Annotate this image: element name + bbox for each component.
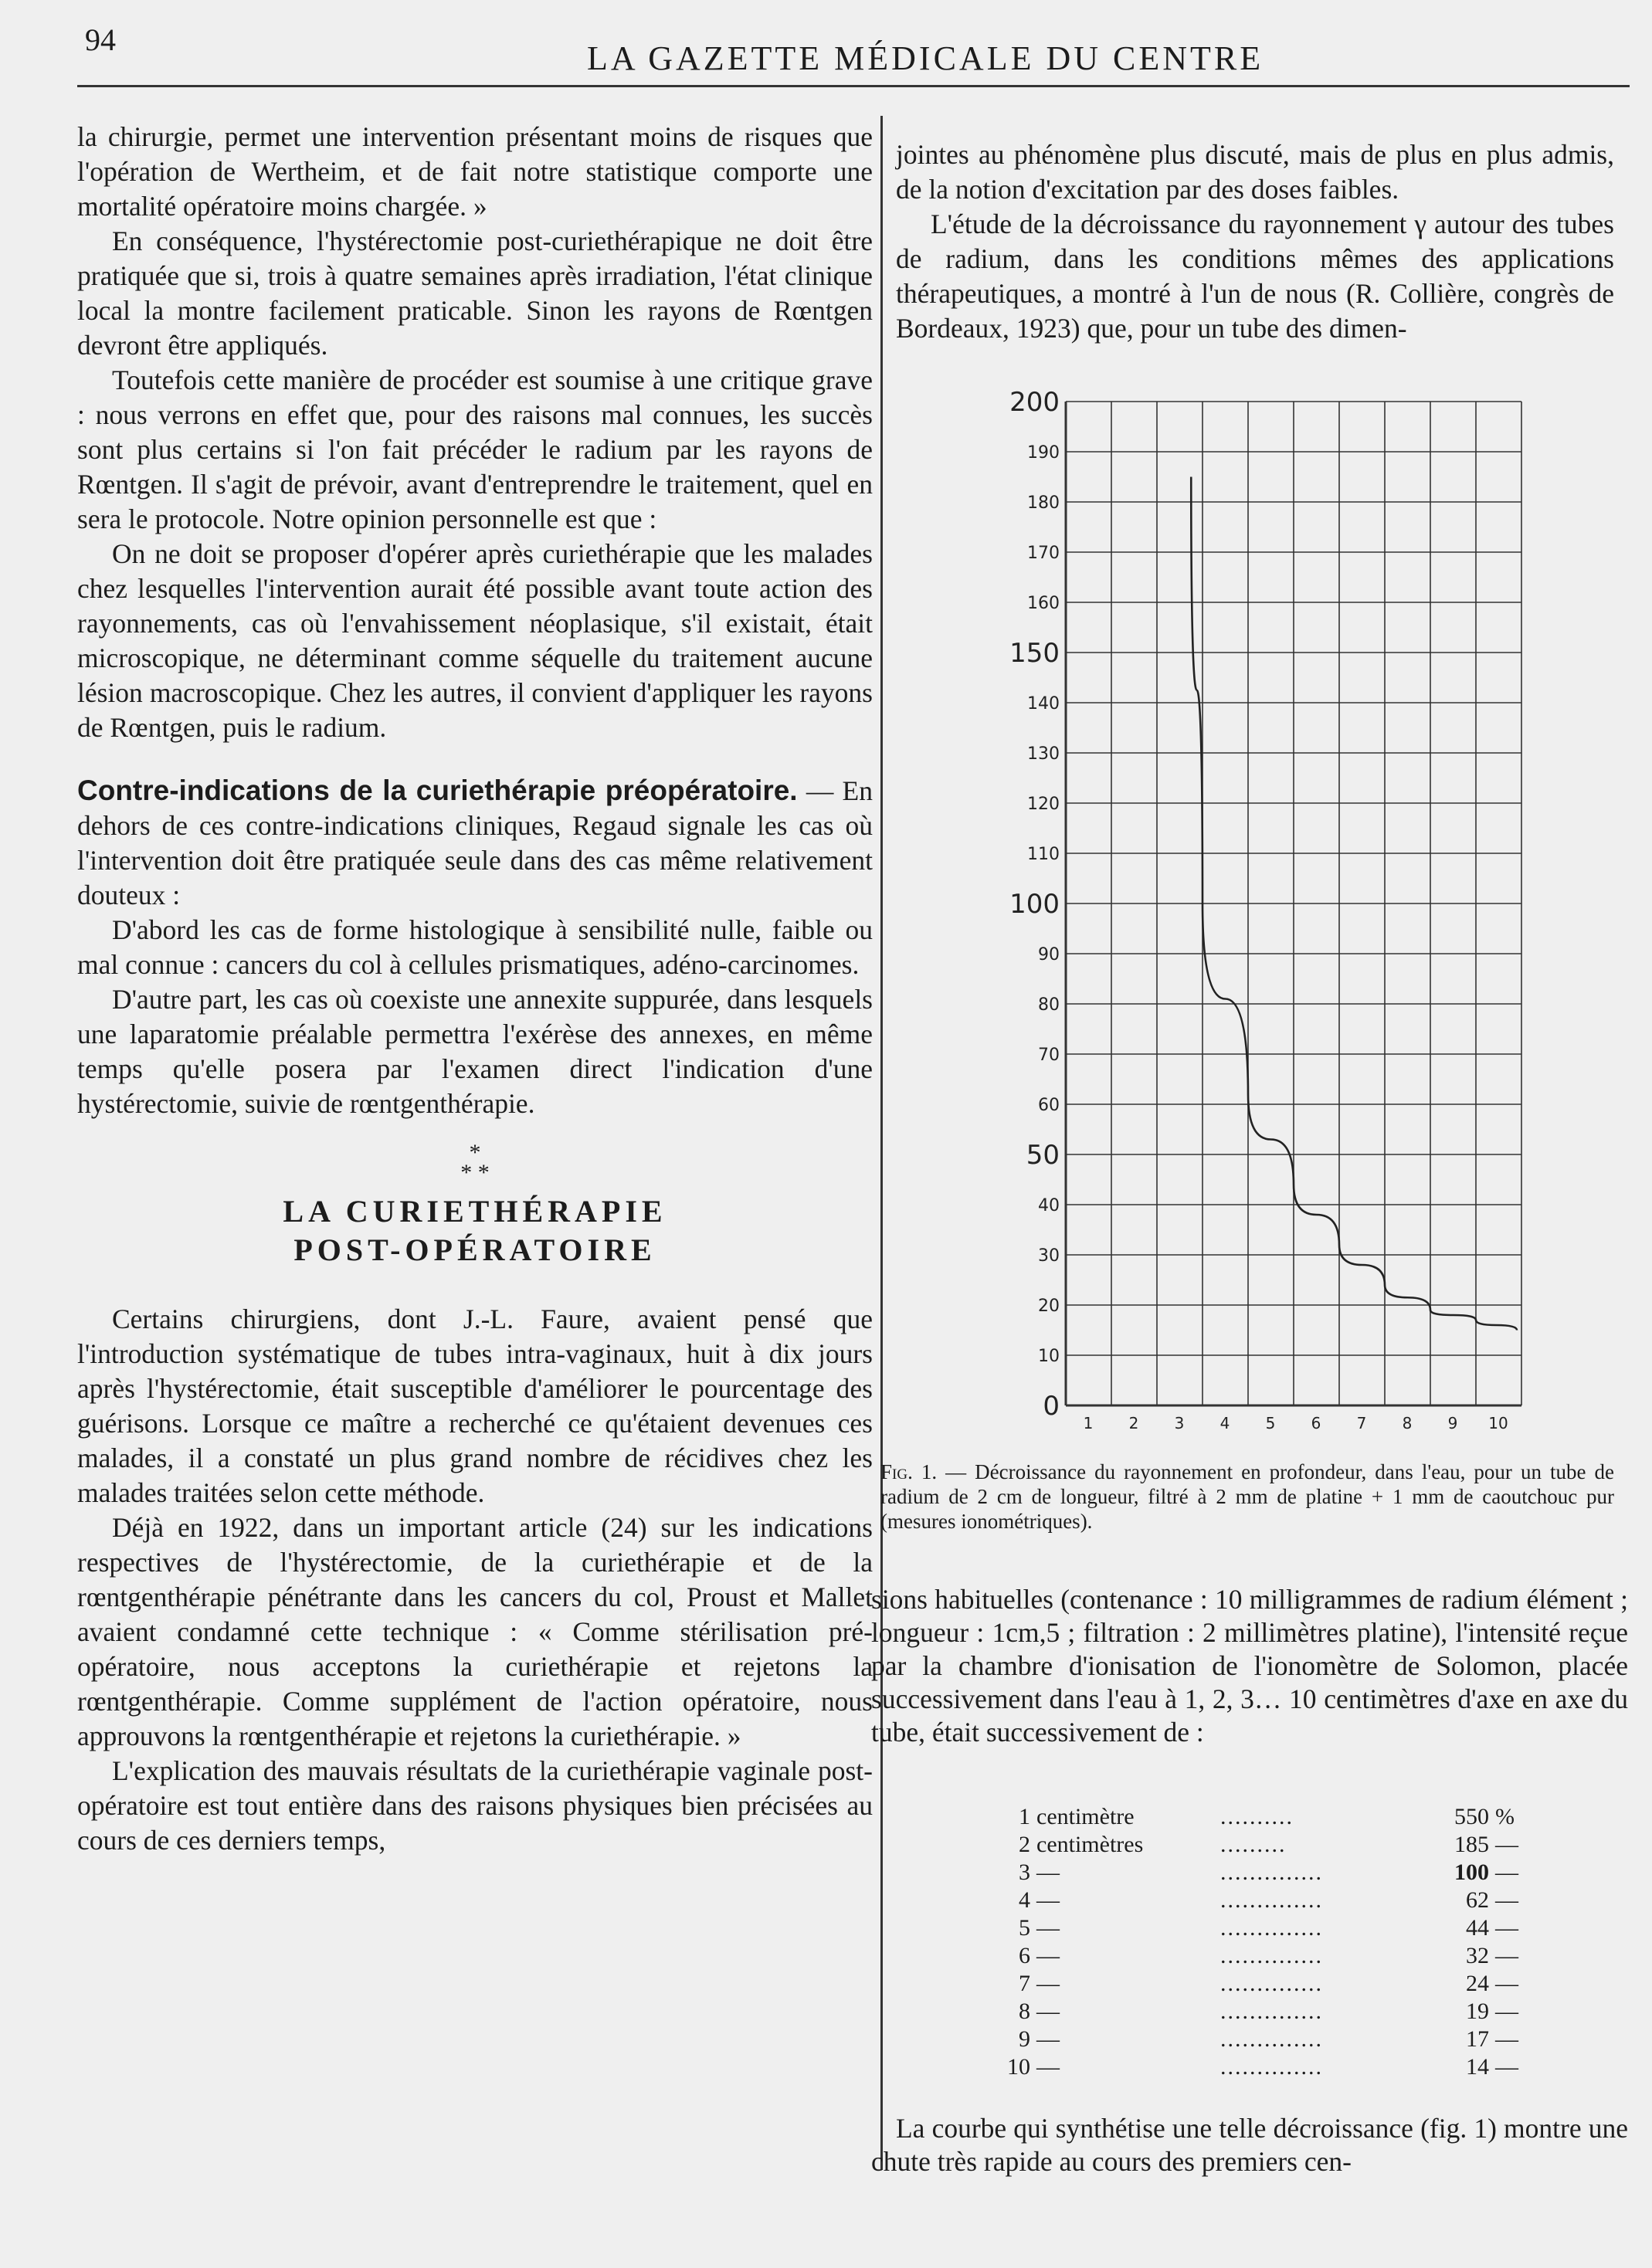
paragraph [77,773,873,913]
y-tick-label: 110 [1027,845,1060,864]
y-tick-label: 170 [1027,544,1060,563]
table-cell-suffix: — [1495,1943,1518,1968]
table-cell-value: 100 [1454,1859,1489,1885]
table-cell-unit: — [1036,1915,1060,1941]
caption-text: — Décroissance du rayonnement en profondeur, dans l'eau, pour un tube de radium de 2 cm de longueur, filtré à 2 mm de platine + 1 mm de caoutchouc pur (mesures ionométriques). [880,1460,1614,1533]
page-number: 94 [85,22,116,57]
asterism: * * * [460,1140,490,1185]
table-cell-dots: .............. [1220,2026,1323,2052]
y-tick-label: 50 [1026,1140,1060,1171]
x-tick-label: 2 [1128,1414,1139,1432]
section-title [77,1192,873,1270]
header-rule [77,85,1630,87]
table-cell-value: 32 [1466,1943,1489,1968]
table-cell-dots: .............. [1220,1971,1323,1996]
table-row [996,1998,1545,2026]
x-tick-label: 5 [1265,1414,1276,1432]
y-tick-label: 40 [1038,1196,1060,1215]
y-tick-label: 200 [1009,387,1060,418]
table-cell-n: 9 [1019,2026,1030,2052]
table-row [996,2053,1545,2081]
y-tick-label: 140 [1027,694,1060,714]
paragraph: On ne doit se proposer d'opérer après curiethérapie que les malades chez lesquelles l'intervention aurait été possible avant toute action des rayonnements, cas où l'envahissement néoplasique, s'il existait, était microscopique, ne déterminant comme séquelle du traitement aucune lésion macroscopique. Chez les autres, il convient d'appliquer les rayons de Rœntgen, puis le radium. [77,538,873,743]
x-tick-label: 1 [1083,1414,1094,1432]
paragraph: La courbe qui synthétise une telle décroissance (fig. 1) montre une chute très rapide au cours des premiers cen- [871,2113,1628,2177]
table-cell-suffix: % [1495,1804,1515,1829]
table-cell-suffix: — [1495,2026,1518,2052]
table-row [996,1914,1545,1942]
decay-chart [1009,378,1576,1444]
subheading: Contre-indications de la curiethérapie préopératoire. [77,775,798,806]
table-cell-suffix: — [1495,1998,1518,2024]
table-row [996,1970,1545,1998]
paragraph: la chirurgie, permet une intervention présentant moins de risques que l'opération de Wertheim, et de fait notre statistique comporte une mortalité opératoire moins chargée. » [77,121,873,222]
section-title-line: LA CURIETHÉRAPIE [283,1194,667,1229]
table-cell-dots: ......... [1220,1832,1287,1857]
paragraph: D'autre part, les cas où coexiste une annexite suppurée, dans lesquels une laparatomie préalable permettra l'exérèse des annexes, en même temps qu'elle posera par l'examen direct l'indication d'une hystérectomie, suivie de rœntgenthérapie. [77,984,873,1119]
table-cell-dots: .............. [1220,1915,1323,1941]
x-tick-label: 6 [1311,1414,1321,1432]
table-cell-value: 44 [1466,1915,1489,1941]
table-cell-unit: — [1036,1971,1060,1996]
table-cell-dots: .............. [1220,1998,1323,2024]
table-cell-value: 62 [1466,1887,1489,1913]
y-tick-label: 120 [1027,795,1060,814]
y-tick-label: 100 [1009,889,1060,920]
table-cell-n: 5 [1019,1915,1030,1941]
table-cell-unit: — [1036,2026,1060,2052]
table-cell-dots: .............. [1220,1943,1323,1968]
table-cell-n: 10 [1007,2054,1030,2080]
paragraph: Certains chirurgiens, dont J.-L. Faure, avaient pensé que l'introduction systématique de tubes intra-vaginaux, huit à dix jours après l'hystérectomie, était susceptible d'améliorer le pourcentage des guérisons. Lorsque ce maître a recherché ce qu'étaient devenues ces malades, il a constaté un plus grand nombre de récidives chez les malades traitées selon cette méthode. [77,1304,873,1508]
table-cell-dots: .............. [1220,1887,1323,1913]
y-tick-label: 130 [1027,744,1060,764]
paragraph: L'explication des mauvais résultats de la curiethérapie vaginale post-opératoire est tout entière dans des raisons physiques bien précisées au cours de ces derniers temps, [77,1755,873,1856]
table-cell-value: 185 [1454,1832,1489,1857]
column-rule [880,116,883,2170]
y-tick-label: 150 [1009,638,1060,669]
table-cell-unit: — [1036,1887,1060,1913]
table-cell-suffix: — [1495,1915,1518,1941]
table-cell-n: 1 [1019,1804,1030,1829]
paragraph: D'abord les cas de forme histologique à sensibilité nulle, faible ou mal connue : cancers du col à cellules prismatiques, adéno-carcinomes. [77,914,873,980]
table-cell-dots: .............. [1220,1859,1323,1885]
table-cell-dots: .......... [1220,1804,1294,1829]
y-tick-label: 0 [1043,1391,1060,1422]
running-title: LA GAZETTE MÉDICALE DU CENTRE [587,39,1264,77]
table-cell-unit: centimètres [1036,1832,1144,1857]
table-cell-unit: — [1036,2054,1060,2080]
table-row [996,1942,1545,1970]
paragraph: sions habituelles (contenance : 10 milligrammes de radium élément ; longueur : 1cm,5 ; filtration : 2 millimètres platine), l'intensité reçue par la chambre d'ionisation de l'ionomètre de Solomon, placée successivement dans l'eau à 1, 2, 3… 10 centimètres d'axe en axe du tube, était successivement de : [871,1584,1628,1748]
y-tick-label: 160 [1027,594,1060,613]
paragraph: En conséquence, l'hystérectomie post-curiethérapique ne doit être pratiquée que si, trois à quatre semaines après irradiation, l'état clinique local la montre facilement praticable. Sinon les rayons de Rœntgen devront être appliqués. [77,225,873,361]
y-tick-label: 190 [1027,443,1060,463]
y-tick-label: 80 [1038,995,1060,1015]
table-cell-n: 7 [1019,1971,1030,1996]
figure-caption [880,1459,1614,1534]
right-column-end [871,2112,1628,2178]
paragraph: jointes au phénomène plus discuté, mais de plus en plus admis, de la notion d'excitation par des doses faibles. [896,139,1614,205]
table-cell-value: 550 [1454,1804,1489,1829]
y-tick-label: 60 [1038,1096,1060,1115]
table-cell-unit: — [1036,1859,1060,1885]
table-cell-suffix: — [1495,1859,1518,1885]
y-tick-label: 70 [1038,1046,1060,1065]
right-column-top [896,137,1614,346]
section-title-line: POST-OPÉRATOIRE [293,1232,656,1267]
y-tick-label: 30 [1038,1246,1060,1266]
x-tick-label: 9 [1447,1414,1458,1432]
paragraph: Déjà en 1922, dans un important article (24) sur les indications respectives de l'hystérectomie, de la curiethérapie et de la rœntgenthérapie pénétrante dans les cancers du col, Proust et Mallet avaient condamné cette technique : « Comme stérilisation pré-opératoire, nous acceptons la curiethérapie et rejetons la rœntgenthérapie. Comme supplément de l'action opératoire, nous approuvons la rœntgenthérapie et rejetons la curiethérapie. » [77,1512,873,1751]
table-cell-unit: centimètre [1036,1804,1135,1829]
left-column [77,120,873,1858]
paragraph: Toutefois cette manière de procéder est soumise à une critique grave : nous verrons en effet que, pour des raisons mal connues, les succès sont plus certains si l'on fait précéder le radium par les rayons de Rœntgen. Il s'agit de prévoir, avant d'entreprendre le traitement, quel en sera le protocole. Notre opinion personnelle est que : [77,364,873,534]
measurement-table [996,1803,1545,2081]
x-tick-label: 10 [1488,1414,1508,1432]
x-tick-label: 8 [1402,1414,1413,1432]
table-cell-suffix: — [1495,1887,1518,1913]
table-cell-n: 6 [1019,1943,1030,1968]
table-cell-n: 4 [1019,1887,1030,1913]
x-tick-label: 3 [1174,1414,1185,1432]
table-row [996,2026,1545,2053]
table-row [996,1803,1545,1831]
page-header [85,22,1622,83]
table-cell-suffix: — [1495,2054,1518,2080]
x-tick-label: 4 [1219,1414,1230,1432]
table-cell-n: 3 [1019,1859,1030,1885]
y-tick-label: 180 [1027,493,1060,513]
table-cell-suffix: — [1495,1832,1518,1857]
y-tick-label: 90 [1038,945,1060,964]
table-cell-unit: — [1036,1943,1060,1968]
table-cell-value: 19 [1466,1998,1489,2024]
table-row [996,1859,1545,1887]
table-cell-value: 17 [1466,2026,1489,2052]
table-cell-dots: .............. [1220,2054,1323,2080]
figure-label: Fig. 1. [880,1460,938,1483]
paragraph-text: — En dehors de ces contre-indications cliniques, Regaud signale les cas où l'intervention doit être pratiquée seule dans des cas même relativement douteux : [77,775,873,910]
table-cell-n: 8 [1019,1998,1030,2024]
table-cell-value: 24 [1466,1971,1489,1996]
right-column-bottom [871,1583,1628,1749]
table-cell-value: 14 [1466,2054,1489,2080]
table-row [996,1887,1545,1914]
table-row [996,1831,1545,1859]
x-tick-label: 7 [1356,1414,1367,1432]
table-cell-n: 2 [1019,1832,1030,1857]
y-tick-label: 20 [1038,1297,1060,1316]
table-cell-unit: — [1036,1998,1060,2024]
y-tick-label: 10 [1038,1347,1060,1366]
paragraph: L'étude de la décroissance du rayonnement γ autour des tubes de radium, dans les conditions mêmes des applications thérapeutiques, a montré à l'un de nous (R. Collière, congrès de Bordeaux, 1923) que, pour un tube des dimen- [896,208,1614,344]
table-cell-suffix: — [1495,1971,1518,1996]
